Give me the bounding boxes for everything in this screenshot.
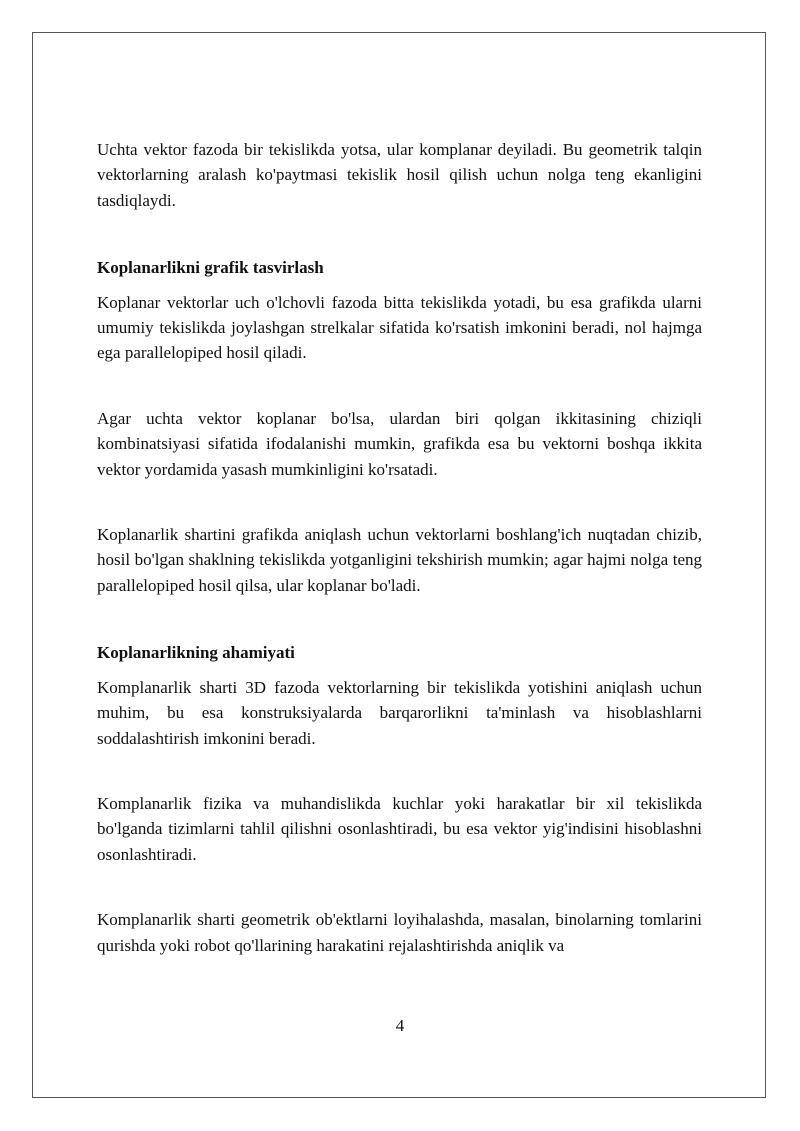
spacer bbox=[97, 366, 702, 406]
paragraph-3d-fazoda: Komplanarlik sharti 3D fazoda vektorlarning bir tekislikda yotishini aniqlash uchun muhim, bu esa konstruksiyalarda barqarorlikni ta'minlash va hisoblashlarni soddalashtirish imkonini beradi. bbox=[97, 677, 702, 748]
paragraph-koplanar-vektorlar: Koplanar vektorlar uch o'lchovli fazoda bitta tekislikda yotadi, bu esa grafikda ularni umumiy tekislikda joylashgan strelkalar sifatida ko'rsatish imkonini beradi, nol hajmga ega parallelopiped hosil qiladi. bbox=[97, 292, 702, 363]
spacer bbox=[97, 482, 702, 522]
spacer bbox=[97, 281, 702, 290]
spacer bbox=[97, 751, 702, 791]
paragraph-komplanar-definition: Uchta vektor fazoda bir tekislikda yotsa, ular komplanar deyiladi. Bu geometrik talqin vektorlarning aralash ko'paytmasi tekislik hosil qilish uchun nolga teng ekanligini tasdiqlaydi. bbox=[97, 140, 702, 210]
spacer bbox=[97, 666, 702, 675]
paragraph-loyihalash: Komplanarlik sharti geometrik ob'ektlarni loyihalashda, masalan, binolarning tomlarini qurishda yoki robot qo'llarining harakatini rejalashtirishda aniqlik va bbox=[97, 910, 702, 955]
paragraph-fizika-muhandislik: Komplanarlik fizika va muhandislikda kuchlar yoki harakatlar bir xil tekislikda bo'lganda tizimlarni tahlil qilishni osonlashtiradi, bu esa vektor yig'indisini hisoblashni osonlashtiradi. bbox=[97, 793, 702, 864]
paragraph-chiziqli-kombinatsiya: Agar uchta vektor koplanar bo'lsa, ulardan biri qolgan ikkitasining chiziqli kombinatsiyasi sifatida ifodalanishi mumkin, grafikda esa bu vektorni boshqa ikkita vektor yordamida yasash mumkinligini ko'rsatadi. bbox=[97, 408, 702, 479]
spacer bbox=[97, 867, 702, 907]
section-heading-grafik-tasvirlash: Koplanarlikni grafik tasvirlash bbox=[97, 258, 324, 278]
page-content bbox=[97, 137, 702, 958]
paragraph-grafikda-aniqlash: Koplanarlik shartini grafikda aniqlash uchun vektorlarni boshlang'ich nuqtadan chizib, hosil bo'lgan shaklning tekislikda yotganligini tekshirish mumkin; agar hajmi nolga teng parallelopiped hosil qilsa, ular koplanar bo'ladi. bbox=[97, 525, 702, 595]
page-number: 4 bbox=[395, 1016, 405, 1035]
spacer bbox=[97, 213, 702, 255]
section-heading-ahamiyati: Koplanarlikning ahamiyati bbox=[97, 643, 295, 663]
spacer bbox=[97, 598, 702, 640]
